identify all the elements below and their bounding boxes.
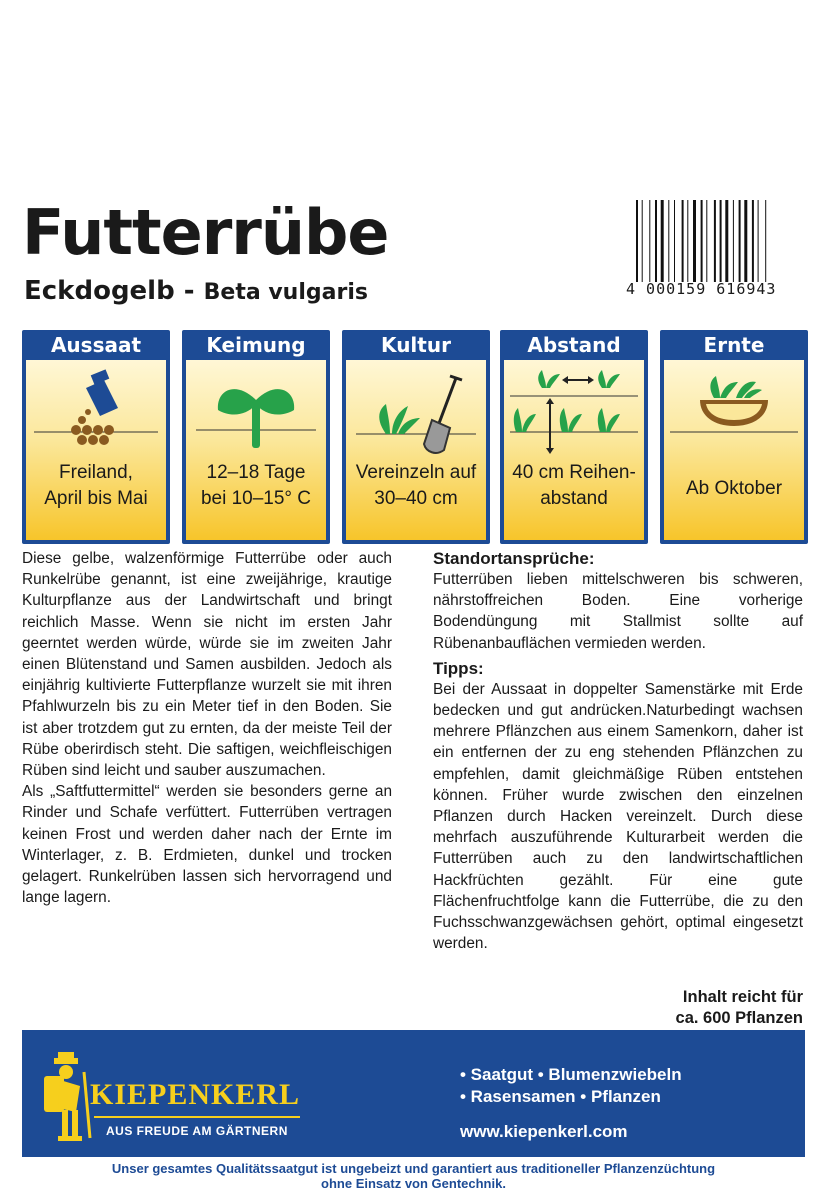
panel-text-line2: April bis Mai: [44, 488, 148, 509]
product-subtitle: [24, 276, 368, 306]
seed-packet-icon: [26, 360, 166, 470]
description-column: [22, 548, 392, 908]
product-range-list: [460, 1064, 682, 1108]
panel-text-line2: abstand: [540, 488, 608, 509]
website-link[interactable]: www.kiepenkerl.com: [460, 1122, 628, 1141]
kiepenkerl-figure-icon: [40, 1052, 96, 1144]
panel-text: [346, 460, 486, 512]
panel-text-line1: 12–18 Tage: [206, 462, 306, 483]
panel-label: Kultur: [381, 333, 451, 357]
product-title: Futterrübe: [22, 196, 389, 269]
panel-text-line2: bei 10–15° C: [200, 488, 312, 509]
panel-label: Abstand: [527, 333, 621, 357]
latin-name: Beta vulgaris: [203, 280, 368, 305]
panel-text-line1: 40 cm Reihen-: [512, 462, 636, 483]
panel-text: [504, 460, 644, 512]
description-paragraph: Als „Saftfuttermittel“ werden sie besonders gerne an Rinder und Schafe verfüttert. Futterrüben vertragen keinen Frost und werden daher nach der Ernte im Winterlager, z. B. Erdmieten, dunkel und trocken gelagert. Runkelrüben lassen sich hervorragend und lange lagern.: [22, 783, 392, 907]
product-range-line: • Saatgut • Blumenzwiebeln: [460, 1065, 682, 1084]
product-range-line: • Rasensamen • Pflanzen: [460, 1087, 661, 1106]
panel-abstand: [500, 330, 648, 544]
standort-text: Futterrüben lieben mittelschweren bis schweren, nährstoffreichen Boden. Eine vorherige Bodendüngung mit Stallmist sollte auf Rübenanbauflächen vermieden werden.: [433, 571, 803, 652]
content-amount-line1: Inhalt reicht für: [682, 988, 803, 1006]
quality-note-line1: Unser gesamtes Qualitätssaatgut ist ungebeizt und garantiert aus traditioneller Pflanzenzüchtung: [111, 1161, 716, 1176]
panel-text: [26, 460, 166, 512]
panel-label: Aussaat: [50, 333, 142, 357]
panel-keimung: [182, 330, 330, 544]
tipps-heading: Tipps:: [433, 658, 484, 678]
quality-note-line2: ohne Einsatz von Gentechnik.: [321, 1176, 506, 1191]
panel-text: [664, 476, 804, 502]
seedling-icon: [186, 360, 326, 470]
tipps-text: Bei der Aussaat in doppelter Samenstärke mit Erde bedecken und gut andrücken.Naturbedingt wachsen mehrere Pflänzchen aus einem Samenkorn, daher ist ein entfernen der zu eng stehenden Pflänzchen zu empfehlen, damit gleichmäßige Rüben entstehen können. Früher wurde zwischen den einzelnen Pflanzen durch Hacken vereinzelt. Durch diese mehrfach auszuführende Kulturarbeit werden die Futterrüben auch zu den landwirtschaftlichen Hackfrüchten gezählt. Für eine gute Flächenfruchtfolge kann die Futterrübe, die zu den Fuchsschwanzgewächsen gehört, optimal eingesetzt werden.: [433, 680, 803, 953]
panel-text-line2: 30–40 cm: [374, 488, 458, 509]
variety-name: Eckdogelb -: [24, 276, 195, 306]
brand-footer: [22, 1030, 805, 1157]
description-paragraph: Diese gelbe, walzenförmige Futterrübe oder auch Runkelrübe genannt, ist eine zweijährige, krautige Kulturpflanze aus der Landwirtschaft und bringt reichlich Masse. Wenn sie nicht im ersten Jahr geerntet werden würde, würde sie im zweiten Jahr einen Blütenstand und Samen ausbilden. Jedoch als einjährig kultivierte Futterpflanze wurzelt sie mit ihren Pfahlwurzeln bis zu ein Meter tief in den Boden. Sie ist aber trotzdem gut zu ernten, da der meiste Teil der Rübe oberirdisch steht. Die saftigen, weichfleischigen Rüben sind leicht und sauber auszumachen.: [22, 550, 392, 780]
quality-note: [22, 1161, 805, 1191]
panel-label: Ernte: [703, 333, 765, 357]
panel-ernte: [660, 330, 808, 544]
barcode: [636, 200, 804, 282]
panel-text-line1: Vereinzeln auf: [355, 462, 477, 483]
brand-divider: [94, 1116, 300, 1118]
panel-text-line1: Freiland,: [59, 462, 133, 483]
content-amount: [676, 987, 803, 1029]
barcode-number: 4 000159 616943: [626, 280, 777, 298]
panel-aussaat: [22, 330, 170, 544]
spacing-icon: [504, 360, 644, 470]
content-amount-line2: ca. 600 Pflanzen: [675, 1009, 803, 1027]
brand-name: KIEPENKERL: [90, 1078, 301, 1111]
info-column: [433, 548, 803, 954]
brand-slogan: AUS FREUDE AM GÄRTNERN: [106, 1124, 288, 1138]
panel-label: Keimung: [206, 333, 306, 357]
spade-icon: [346, 360, 486, 470]
standort-heading: Standortansprüche:: [433, 549, 595, 568]
panel-text-line1: Ab Oktober: [685, 478, 783, 499]
harvest-basket-icon: [664, 360, 804, 470]
panel-kultur: [342, 330, 490, 544]
panel-text: [186, 460, 326, 512]
